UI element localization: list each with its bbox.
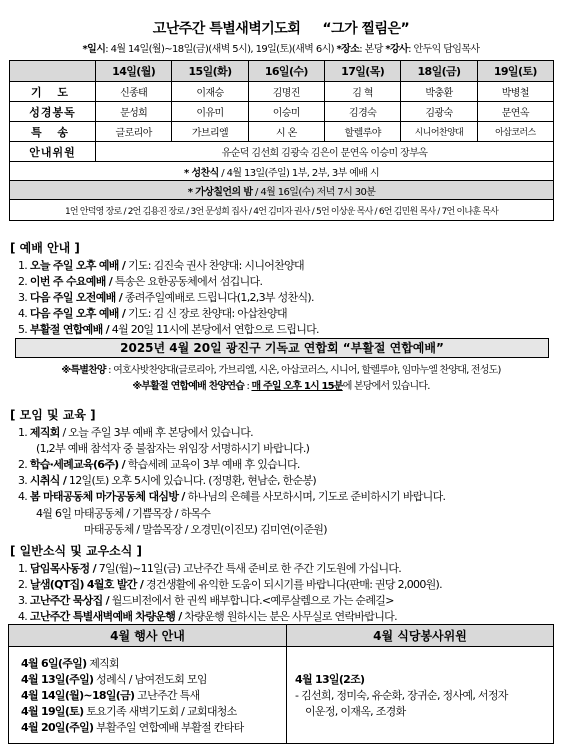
meeting-item: 1. 제직회 / 오늘 주일 3부 예배 후 본당에서 있습니다. bbox=[18, 426, 253, 439]
schedule-cell: 시 온 bbox=[248, 122, 324, 142]
event-item: 4월 13일(주일) 성례식 / 남여전도회 모임 bbox=[21, 673, 207, 686]
worship-item: 2. 이번 주 수요예배 / 특송은 요한공동체에서 섬깁니다. bbox=[18, 275, 263, 288]
meeting-item-sub: 4월 6일 마태공동체 / 기쁨목장 / 하목수 bbox=[36, 507, 211, 520]
schedule-cell: 할렐루야 bbox=[324, 122, 400, 142]
news-item: 4. 고난주간 특별새벽예배 차량운행 / 차량운행 원하시는 분은 사무실로 연락바랍니다. bbox=[18, 610, 397, 623]
worship-item: 1. 오늘 주일 오후 예배 / 기도: 김진숙 권사 찬양대: 시니어찬양대 bbox=[18, 259, 304, 272]
song-row bbox=[10, 122, 554, 142]
event-item: 4월 14일(월)~18일(금) 고난주간 특새 bbox=[21, 689, 200, 702]
place-value: : 본당 bbox=[359, 44, 383, 55]
schedule-cell: 이재승 bbox=[172, 82, 248, 102]
worship-item: 5. 부활절 연합예배 / 4월 20일 11시에 본당에서 연합으로 드립니다. bbox=[18, 323, 319, 336]
meetings-heading: [ 모임 및 교육 ] bbox=[10, 408, 96, 422]
row-label: 특 송 bbox=[10, 122, 96, 142]
events-heading: 4월 행사 안내 bbox=[9, 625, 286, 647]
schedule-cell: 김경숙 bbox=[324, 102, 400, 122]
event-item: 4월 6일(주일) 제직회 bbox=[21, 657, 119, 670]
seven-words-cell bbox=[10, 181, 554, 200]
holy-communion-label: * 성찬식 bbox=[183, 167, 219, 179]
rehearsal-place: 에 본당에서 있습니다. bbox=[342, 381, 430, 392]
meeting-item: 3. 시취식 / 12일(토) 오후 5시에 있습니다. (정명환, 현남순, 한순봉) bbox=[18, 474, 316, 487]
day-header: 19일(토) bbox=[477, 61, 553, 82]
news-heading: [ 일반소식 및 교우소식 ] bbox=[10, 544, 143, 558]
row-label: 안내위원 bbox=[10, 142, 96, 162]
rehearsal-time: 매 주일 오후 1시 15분 bbox=[251, 381, 343, 392]
seven-words-value: / 4월 16일(수) 저녁 7시 30분 bbox=[252, 186, 376, 198]
meeting-item: 2. 학습·세례교육(6주) / 학습세례 교육이 3부 예배 후 있습니다. bbox=[18, 458, 300, 471]
meeting-item-sub: (1,2부 예배 참석자 중 불참자는 위임장 서명하시기 바랍니다.) bbox=[36, 442, 310, 455]
day-header: 14일(월) bbox=[96, 61, 172, 82]
day-header: 15일(화) bbox=[172, 61, 248, 82]
news-item: 3. 고난주간 묵상집 / 월드비전에서 한 권씩 배부합니다.<예루살렘으로 가는 순례길> bbox=[18, 594, 394, 607]
row-label: 성경봉독 bbox=[10, 102, 96, 122]
volunteers-heading: 4월 식당봉사위원 bbox=[287, 625, 553, 647]
holy-communion-cell bbox=[10, 162, 554, 181]
banner-event: “부활절 연합예배” bbox=[338, 341, 444, 355]
date-value: : 4월 14일(월)~18일(금)(새벽 5시), 19일(토)(새벽 6시) bbox=[105, 44, 334, 55]
row-label: 기 도 bbox=[10, 82, 96, 102]
title-text: 고난주간 특별새벽기도회 bbox=[152, 21, 301, 37]
schedule-cell: 아삽코러스 bbox=[477, 122, 553, 142]
day-header: 16일(수) bbox=[248, 61, 324, 82]
rehearsal-note: ※부활절 연합예배 찬양연습 : 매 주일 오후 1시 15분에 본당에서 있습니다. bbox=[132, 381, 430, 392]
bottom-info-box bbox=[8, 624, 554, 744]
special-praise-text: : 여호사밧찬양대(글로리아, 가브리엘, 시온, 아삽코러스, 시니어, 할렐루야, 임마누엘 찬양대, 전성도) bbox=[105, 365, 501, 376]
roster-cell: 1언 안덕영 장로 / 2언 김용진 장로 / 3언 문성희 집사 / 4언 김미자 권사 / 5언 이상운 목사 / 6언 김민원 목사 / 7언 이나훈 목사 bbox=[10, 200, 554, 221]
schedule-cell: 이승미 bbox=[248, 102, 324, 122]
schedule-cell: 시니어찬양대 bbox=[401, 122, 477, 142]
schedule-cell: 김광숙 bbox=[401, 102, 477, 122]
seven-words-row bbox=[10, 181, 554, 200]
box-divider bbox=[286, 625, 287, 743]
schedule-cell: 가브리엘 bbox=[172, 122, 248, 142]
guides-row bbox=[10, 142, 554, 162]
schedule-cell: 이유미 bbox=[172, 102, 248, 122]
schedule-cell: 문연옥 bbox=[477, 102, 553, 122]
schedule-cell: 글로리아 bbox=[96, 122, 172, 142]
meeting-item: 4. 봄 마태공동체 마가공동체 대심방 / 하나님의 은혜를 사모하시며, 기도로 준비하시기 바랍니다. bbox=[18, 490, 446, 503]
roster-row bbox=[10, 200, 554, 221]
speaker-value: : 안두익 담임목사 bbox=[408, 44, 480, 55]
worship-item: 3. 다음 주일 오전예배 / 종려주일예배로 드립니다(1,2,3부 성찬식). bbox=[18, 291, 314, 304]
schedule-cell: 신종태 bbox=[96, 82, 172, 102]
holy-communion-row bbox=[10, 162, 554, 181]
meta-info bbox=[0, 40, 562, 55]
special-praise-label: ※특별찬양 bbox=[61, 365, 106, 376]
worship-heading: [ 예배 안내 ] bbox=[10, 241, 80, 255]
news-item: 2. 날샘(QT집) 4월호 발간 / 경건생활에 유익한 도움이 되시기를 바랍니다(판매: 권당 2,000원). bbox=[18, 578, 442, 591]
volunteer-names: 이운정, 이재옥, 조경화 bbox=[305, 705, 406, 718]
event-item: 4월 20일(주일) 부활주일 연합예배 부활절 칸타타 bbox=[21, 721, 244, 734]
title-quote: “그가 찔림은” bbox=[322, 21, 410, 37]
page-title bbox=[0, 18, 562, 38]
schedule-table bbox=[9, 60, 554, 221]
prayer-row bbox=[10, 82, 554, 102]
event-item: 4월 19일(토) 토요기족 새벽기도회 / 교회대청소 bbox=[21, 705, 237, 718]
date-label: *일시 bbox=[82, 44, 106, 55]
volunteer-names: - 김선희, 정미숙, 유순화, 장귀순, 정사예, 서정자 bbox=[295, 689, 508, 702]
volunteer-date: 4월 13일(2조) bbox=[295, 673, 365, 686]
seven-words-label: * 가상칠언의 밤 bbox=[187, 186, 253, 198]
day-header: 18일(금) bbox=[401, 61, 477, 82]
worship-item: 4. 다음 주일 오후 예배 / 기도: 김 신 장로 찬양대: 아삽찬양대 bbox=[18, 307, 287, 320]
schedule-cell: 박병철 bbox=[477, 82, 553, 102]
easter-banner bbox=[15, 338, 549, 358]
day-header: 17일(목) bbox=[324, 61, 400, 82]
schedule-cell: 박충환 bbox=[401, 82, 477, 102]
reading-row bbox=[10, 102, 554, 122]
news-item: 1. 담임목사동정 / 7일(월)~11일(금) 고난주간 특새 준비로 한 주간 기도원에 가십니다. bbox=[18, 562, 402, 575]
meeting-item-sub: 마태공동체 / 말씀목장 / 오경민(이진모) 김미연(이준원) bbox=[84, 523, 327, 536]
banner-main: 2025년 4월 20일 광진구 기독교 연합회 bbox=[120, 341, 339, 355]
schedule-cell: 김명진 bbox=[248, 82, 324, 102]
schedule-header-row bbox=[10, 61, 554, 82]
special-praise-note bbox=[0, 361, 562, 376]
guides-cell: 유순덕 김선희 김광숙 김은이 문연옥 이승미 장부옥 bbox=[96, 142, 554, 162]
rehearsal-label: ※부활절 연합예배 찬양연습 bbox=[132, 381, 245, 392]
schedule-corner-cell bbox=[10, 61, 96, 82]
schedule-cell: 문성희 bbox=[96, 102, 172, 122]
schedule-cell: 김 혁 bbox=[324, 82, 400, 102]
place-label: *장소 bbox=[336, 44, 360, 55]
holy-communion-value: / 4월 13일(주일) 1부, 2부, 3부 예배 시 bbox=[218, 167, 380, 179]
speaker-label: *강사 bbox=[385, 44, 409, 55]
